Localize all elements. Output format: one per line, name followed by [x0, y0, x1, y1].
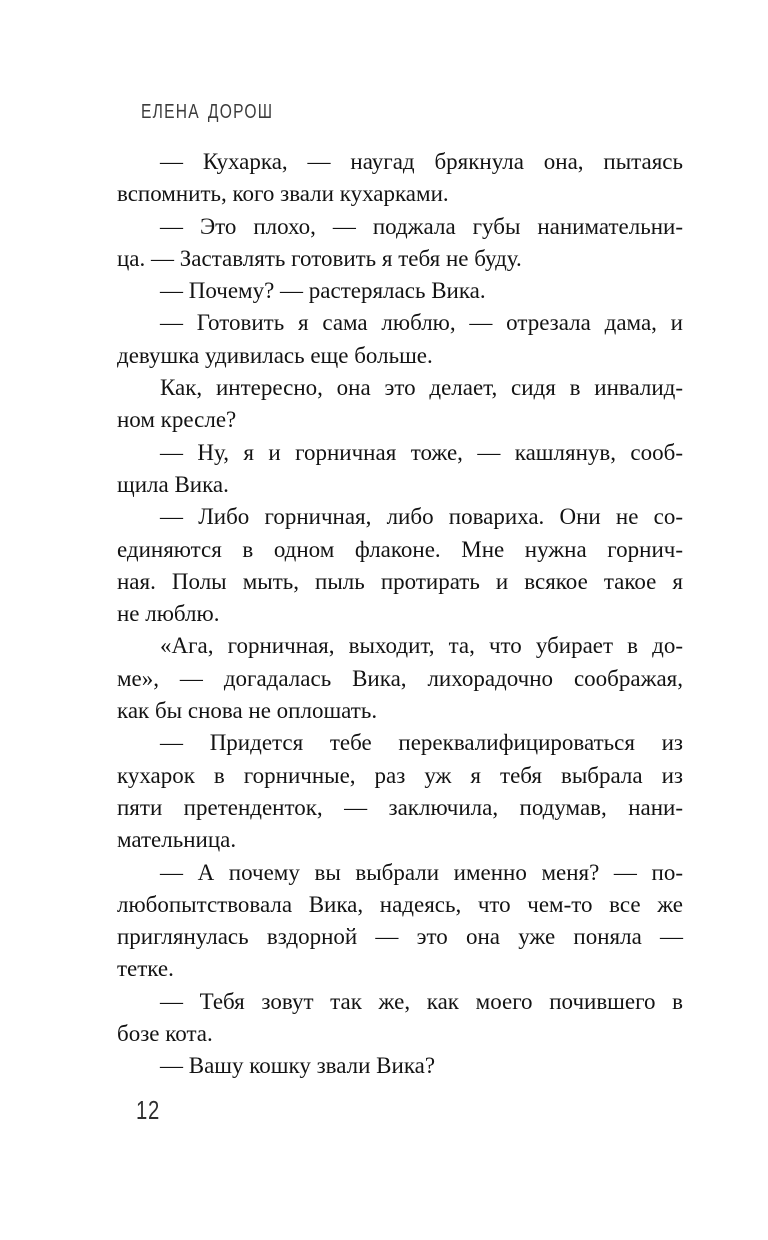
page-number: 12 — [136, 1095, 161, 1125]
text-line: — А почему вы выбрали именно меня? — по- — [160, 859, 683, 885]
text-line: Как, интересно, она это делает, сидя в инвалид- — [160, 375, 683, 401]
text-line: — Это плохо, — поджала губы нанимательни- — [160, 213, 683, 239]
text-line: — Тебя зовут так же, как моего почившего в — [160, 988, 683, 1014]
text-line: — Ну, я и горничная тоже, — кашлянув, сооб- — [160, 439, 683, 465]
text-line: единяются в одном флаконе. Мне нужна горнич- — [117, 536, 683, 562]
text-line: как бы снова не оплошать. — [117, 698, 378, 724]
body-text — [117, 146, 683, 1083]
text-line: щила Вика. — [117, 471, 229, 497]
text-line: — Вашу кошку звали Вика? — [160, 1053, 436, 1079]
text-line: «Ага, горничная, выходит, та, что убирает в до- — [160, 633, 683, 659]
text-line: кухарок в горничные, раз уж я тебя выбрала из — [117, 762, 683, 788]
text-line: — Готовить я сама люблю, — отрезала дама, и — [160, 310, 683, 336]
text-line: ном кресле? — [117, 407, 237, 433]
text-line: бозе кота. — [117, 1021, 213, 1047]
text-line: пяти претенденток, — заключила, подумав, нани- — [117, 794, 683, 820]
text-line: — Кухарка, — наугад брякнула она, пытаясь — [160, 149, 683, 174]
text-line: — Почему? — растерялась Вика. — [160, 278, 486, 304]
text-line: — Либо горничная, либо повариха. Они не со- — [160, 504, 683, 530]
text-line: ме», — догадалась Вика, лихорадочно соображая, — [117, 665, 683, 691]
text-line: приглянулась вздорной — это она уже поняла — — [117, 924, 683, 950]
text-line: ная. Полы мыть, пыль протирать и всякое такое я — [117, 568, 683, 594]
text-line: ца. — Заставлять готовить я тебя не буду. — [117, 245, 522, 271]
text-line: — Придется тебе переквалифицироваться из — [160, 730, 683, 756]
text-line: не люблю. — [117, 601, 220, 627]
text-line: вспомнить, кого звали кухарками. — [117, 181, 449, 207]
text-line: девушка удивилась еще больше. — [117, 342, 433, 368]
text-line: любопытствовала Вика, надеясь, что чем-то все же — [117, 891, 683, 917]
running-head-author: ЕЛЕНА ДОРОШ — [141, 101, 274, 123]
text-line: тетке. — [117, 956, 174, 982]
text-line: мательница. — [117, 827, 237, 853]
